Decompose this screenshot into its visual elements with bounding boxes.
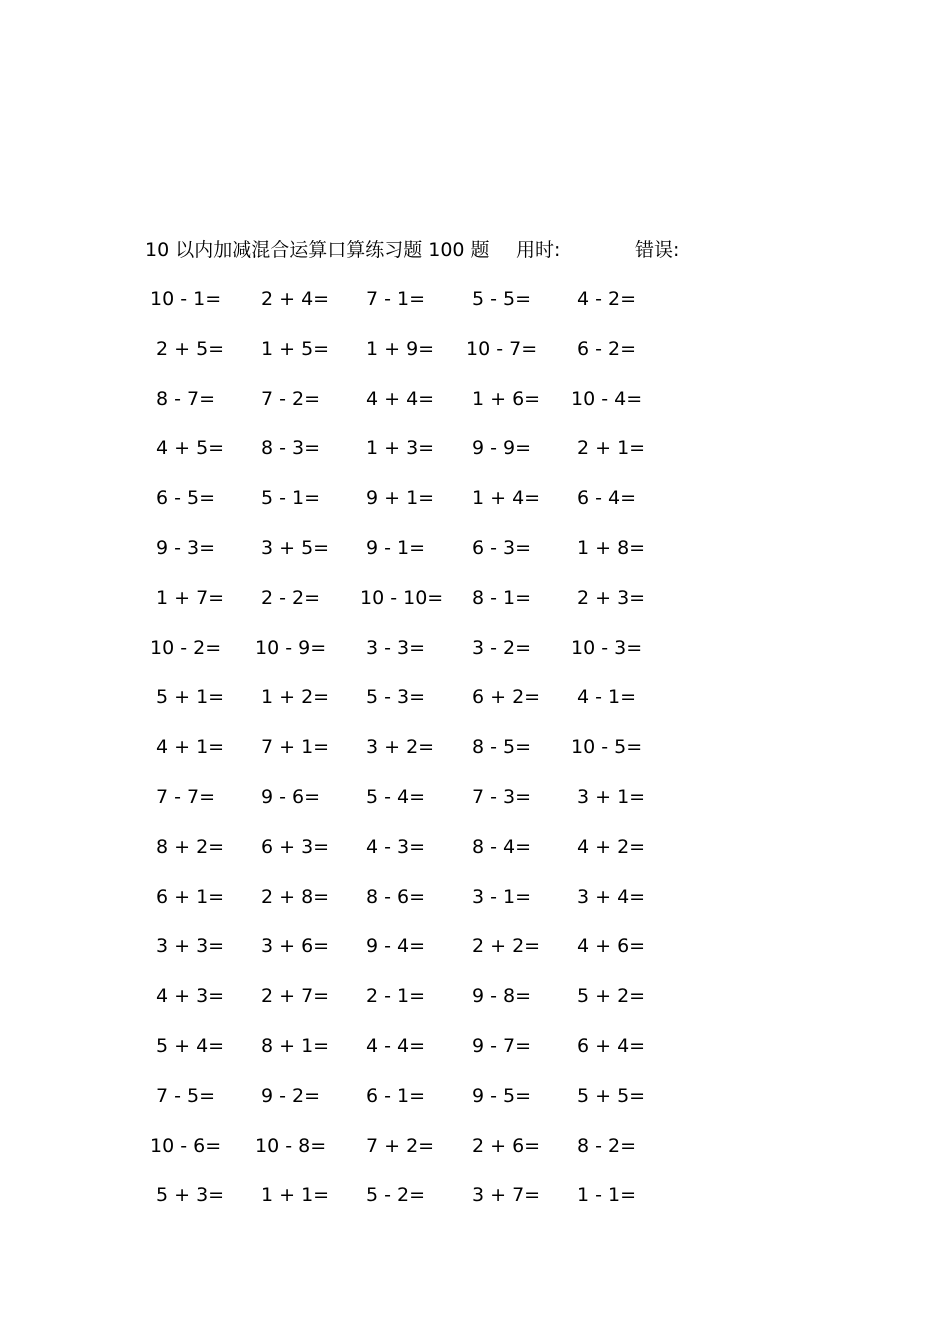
problem-item: 7 - 5=: [156, 1084, 216, 1107]
problem-item: 10 - 7=: [466, 337, 538, 360]
problem-row: [0, 682, 950, 732]
problem-row: [0, 981, 950, 1031]
problem-row: [0, 433, 950, 483]
problem-item: 6 - 4=: [577, 487, 637, 510]
problem-item: 10 - 4=: [571, 387, 643, 410]
problem-item: 9 - 6=: [261, 785, 321, 808]
problem-item: 6 + 2=: [472, 686, 541, 709]
problem-item: 1 + 8=: [577, 536, 646, 559]
problem-item: 10 - 2=: [150, 636, 222, 659]
problem-item: 10 - 10=: [360, 586, 444, 609]
problem-item: 10 - 5=: [571, 736, 643, 759]
problem-item: 4 + 3=: [156, 985, 225, 1008]
problem-item: 7 - 3=: [472, 785, 532, 808]
problem-item: 6 - 3=: [472, 536, 532, 559]
problem-item: 9 - 4=: [366, 935, 426, 958]
problem-item: 9 - 9=: [472, 437, 532, 460]
worksheet-title: 10 以内加减混合运算口算练习题 100 题: [145, 239, 490, 261]
problem-item: 8 - 2=: [577, 1134, 637, 1157]
problem-item: 5 + 5=: [577, 1084, 646, 1107]
problem-item: 9 - 2=: [261, 1084, 321, 1107]
problem-item: 2 + 5=: [156, 337, 225, 360]
problem-item: 2 + 1=: [577, 437, 646, 460]
problem-item: 4 - 2=: [577, 288, 637, 310]
problem-row: [0, 334, 950, 384]
problem-item: 6 - 5=: [156, 487, 216, 510]
problem-item: 2 + 6=: [472, 1134, 541, 1157]
problem-item: 3 + 2=: [366, 736, 435, 759]
problem-row: [0, 483, 950, 533]
problem-item: 1 + 3=: [366, 437, 435, 460]
problem-row: [0, 832, 950, 882]
problem-item: 9 - 3=: [156, 536, 216, 559]
problem-row: [0, 931, 950, 981]
problem-item: 4 + 6=: [577, 935, 646, 958]
problem-item: 1 + 4=: [472, 487, 541, 510]
problem-item: 8 - 3=: [261, 437, 321, 460]
problem-item: 2 + 4=: [261, 288, 330, 310]
problem-item: 2 + 7=: [261, 985, 330, 1008]
problem-item: 3 - 1=: [472, 885, 532, 908]
problem-item: 9 - 7=: [472, 1034, 532, 1057]
problem-row: [0, 782, 950, 832]
problem-item: 3 + 4=: [577, 885, 646, 908]
problem-item: 9 - 5=: [472, 1084, 532, 1107]
problem-item: 3 + 1=: [577, 785, 646, 808]
problem-item: 4 + 2=: [577, 835, 646, 858]
problem-row: [0, 1131, 950, 1181]
problem-item: 10 - 9=: [255, 636, 327, 659]
time-label: 用时:: [516, 239, 561, 261]
problem-item: 9 - 1=: [366, 536, 426, 559]
problem-item: 3 + 5=: [261, 536, 330, 559]
errors-label: 错误:: [635, 239, 680, 261]
problem-item: 5 - 4=: [366, 785, 426, 808]
problem-row: [0, 284, 950, 334]
problem-item: 8 - 6=: [366, 885, 426, 908]
problem-item: 1 + 1=: [261, 1184, 330, 1207]
problem-item: 2 - 1=: [366, 985, 426, 1008]
problem-item: 5 + 4=: [156, 1034, 225, 1057]
problem-item: 3 + 7=: [472, 1184, 541, 1207]
problem-item: 4 - 1=: [577, 686, 637, 709]
problem-item: 5 - 2=: [366, 1184, 426, 1207]
problem-item: 7 + 1=: [261, 736, 330, 759]
problem-item: 3 - 3=: [366, 636, 426, 659]
problem-item: 2 + 8=: [261, 885, 330, 908]
problem-item: 8 - 5=: [472, 736, 532, 759]
problem-item: 1 + 9=: [366, 337, 435, 360]
problem-item: 3 - 2=: [472, 636, 532, 659]
problem-item: 8 - 1=: [472, 586, 532, 609]
problem-row: [0, 882, 950, 932]
problem-row: [0, 1180, 950, 1230]
problem-item: 4 - 3=: [366, 835, 426, 858]
problem-item: 4 + 1=: [156, 736, 225, 759]
problem-row: [0, 384, 950, 434]
problem-item: 1 + 2=: [261, 686, 330, 709]
problem-item: 10 - 1=: [150, 288, 222, 310]
problem-item: 10 - 3=: [571, 636, 643, 659]
problem-item: 5 - 1=: [261, 487, 321, 510]
problem-item: 7 - 2=: [261, 387, 321, 410]
problem-row: [0, 533, 950, 583]
problem-row: [0, 732, 950, 782]
problem-item: 4 + 4=: [366, 387, 435, 410]
problem-item: 1 - 1=: [577, 1184, 637, 1207]
problem-row: [0, 1031, 950, 1081]
problem-item: 7 + 2=: [366, 1134, 435, 1157]
problem-item: 7 - 7=: [156, 785, 216, 808]
problem-item: 9 - 8=: [472, 985, 532, 1008]
problem-grid: [0, 284, 950, 1230]
problem-item: 5 + 2=: [577, 985, 646, 1008]
problem-item: 8 - 7=: [156, 387, 216, 410]
problem-item: 6 - 1=: [366, 1084, 426, 1107]
problem-item: 4 + 5=: [156, 437, 225, 460]
problem-item: 1 + 5=: [261, 337, 330, 360]
problem-row: [0, 583, 950, 633]
problem-item: 1 + 7=: [156, 586, 225, 609]
problem-item: 10 - 6=: [150, 1134, 222, 1157]
problem-item: 10 - 8=: [255, 1134, 327, 1157]
problem-item: 7 - 1=: [366, 288, 426, 310]
problem-row: [0, 1081, 950, 1131]
problem-item: 6 + 3=: [261, 835, 330, 858]
problem-item: 8 + 1=: [261, 1034, 330, 1057]
problem-item: 2 - 2=: [261, 586, 321, 609]
worksheet-header: [145, 235, 765, 265]
problem-item: 5 + 1=: [156, 686, 225, 709]
problem-item: 6 + 4=: [577, 1034, 646, 1057]
problem-item: 9 + 1=: [366, 487, 435, 510]
problem-item: 2 + 3=: [577, 586, 646, 609]
problem-item: 5 + 3=: [156, 1184, 225, 1207]
problem-item: 4 - 4=: [366, 1034, 426, 1057]
problem-item: 5 - 3=: [366, 686, 426, 709]
problem-item: 8 + 2=: [156, 835, 225, 858]
problem-item: 8 - 4=: [472, 835, 532, 858]
problem-item: 6 + 1=: [156, 885, 225, 908]
problem-item: 3 + 6=: [261, 935, 330, 958]
problem-item: 1 + 6=: [472, 387, 541, 410]
problem-item: 6 - 2=: [577, 337, 637, 360]
problem-row: [0, 633, 950, 683]
problem-item: 3 + 3=: [156, 935, 225, 958]
problem-item: 5 - 5=: [472, 288, 532, 310]
problem-item: 2 + 2=: [472, 935, 541, 958]
